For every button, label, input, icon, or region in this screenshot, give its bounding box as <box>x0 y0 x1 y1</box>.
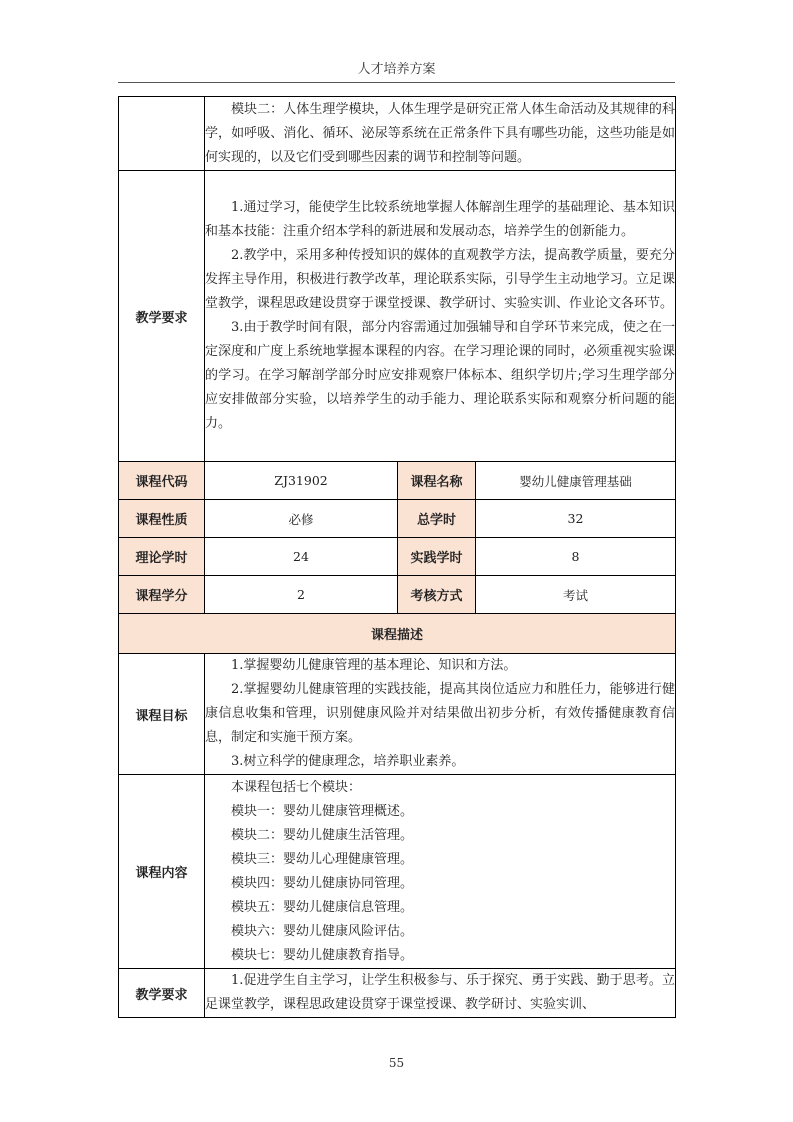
theory-hours-label: 理论学时 <box>119 538 205 576</box>
table-row <box>119 614 676 654</box>
requirement-item: 2.教学中，采用多种传授知识的媒体的直观教学方法，提高教学质量，要充分发挥主导作用，积极进行教学改革，理论联系实际，引导学生主动地学习。立足课堂教学，课程思政建设贯穿于课堂授课、教学研讨、实验实训、作业论文各环节。 <box>205 248 675 311</box>
requirement-item: 3.由于教学时间有限，部分内容需通过加强辅导和自学环节来完成，使之在一定深度和广度上系统地掌握本课程的内容。在学习理论课的同时，必须重视实验课的学习。在学习解剖学部分时应安排观察尸体标本、组织学切片;学习生理学部分应安排做部分实验，以培养学生的动手能力、理论联系实际和观察分析问题的能力。 <box>205 320 675 431</box>
total-hours-value: 32 <box>476 500 676 538</box>
list-item: 模块四：婴幼儿健康协同管理。 <box>231 875 414 891</box>
total-hours-label: 总学时 <box>398 500 476 538</box>
course-content-list <box>205 775 676 969</box>
table-row <box>119 576 676 614</box>
objective-item: 2.掌握婴幼儿健康管理的实践技能，提高其岗位适应力和胜任力，能够进行健康信息收集和管理，识别健康风险并对结果做出初步分析，有效传播健康教育信息，制定和实施干预方案。 <box>205 682 675 745</box>
teaching-requirements-label-2: 教学要求 <box>119 969 205 1018</box>
course-objectives-content <box>205 654 676 775</box>
list-item: 模块一：婴幼儿健康管理概述。 <box>231 803 414 819</box>
table-row <box>119 500 676 538</box>
content-intro: 本课程包括七个模块： <box>231 779 362 795</box>
course-name-label: 课程名称 <box>398 462 476 500</box>
course-description-heading: 课程描述 <box>119 614 676 654</box>
practice-hours-label: 实践学时 <box>398 538 476 576</box>
table-row <box>119 969 676 1018</box>
course-objectives-label: 课程目标 <box>119 654 205 775</box>
course-content-label: 课程内容 <box>119 775 205 969</box>
assessment-label: 考核方式 <box>398 576 476 614</box>
credits-label: 课程学分 <box>119 576 205 614</box>
requirement-item: 1.通过学习，能使学生比较系统地掌握人体解剖生理学的基础理论、基本知识和基本技能：注重介绍本学科的新进展和发展动态，培养学生的创新能力。 <box>205 200 675 239</box>
table-row <box>119 97 676 171</box>
teaching-requirements-content <box>205 171 676 462</box>
course-code-value: ZJ31902 <box>205 462 398 500</box>
theory-hours-value: 24 <box>205 538 398 576</box>
course-nature-value: 必修 <box>205 500 398 538</box>
course-code-label: 课程代码 <box>119 462 205 500</box>
teaching-requirements-content-2: 1.促进学生自主学习，让学生积极参与、乐于探究、勇于实践、勤于思考。立足课堂教学，课程思政建设贯穿于课堂授课、教学研讨、实验实训、 <box>205 969 676 1018</box>
page-header-title: 人才培养方案 <box>357 62 436 77</box>
list-item: 模块二：婴幼儿健康生活管理。 <box>231 827 414 843</box>
teaching-requirements-label: 教学要求 <box>119 171 205 462</box>
empty-label-cell <box>119 97 205 171</box>
table-row <box>119 462 676 500</box>
table-row <box>119 171 676 462</box>
course-nature-label: 课程性质 <box>119 500 205 538</box>
header-divider <box>118 82 675 83</box>
practice-hours-value: 8 <box>476 538 676 576</box>
course-table <box>118 96 676 1018</box>
objective-item: 3.树立科学的健康理念，培养职业素养。 <box>231 754 465 769</box>
page-number: 55 <box>388 1056 405 1070</box>
objective-item: 1.掌握婴幼儿健康管理的基本理论、知识和方法。 <box>231 658 517 673</box>
list-item: 模块六：婴幼儿健康风险评估。 <box>231 923 414 939</box>
table-row <box>119 775 676 969</box>
course-name-value: 婴幼儿健康管理基础 <box>476 462 676 500</box>
module2-description: 模块二：人体生理学模块，人体生理学是研究正常人体生命活动及其规律的科学，如呼吸、消化、循环、泌尿等系统在正常条件下具有哪些功能，这些功能是如何实现的，以及它们受到哪些因素的调节和控制等问题。 <box>205 97 676 171</box>
list-item: 模块三：婴幼儿心理健康管理。 <box>231 851 414 867</box>
list-item: 模块七：婴幼儿健康教育指导。 <box>231 947 414 963</box>
list-item: 模块五：婴幼儿健康信息管理。 <box>231 899 414 915</box>
table-row <box>119 538 676 576</box>
credits-value: 2 <box>205 576 398 614</box>
assessment-value: 考试 <box>476 576 676 614</box>
table-row <box>119 654 676 775</box>
